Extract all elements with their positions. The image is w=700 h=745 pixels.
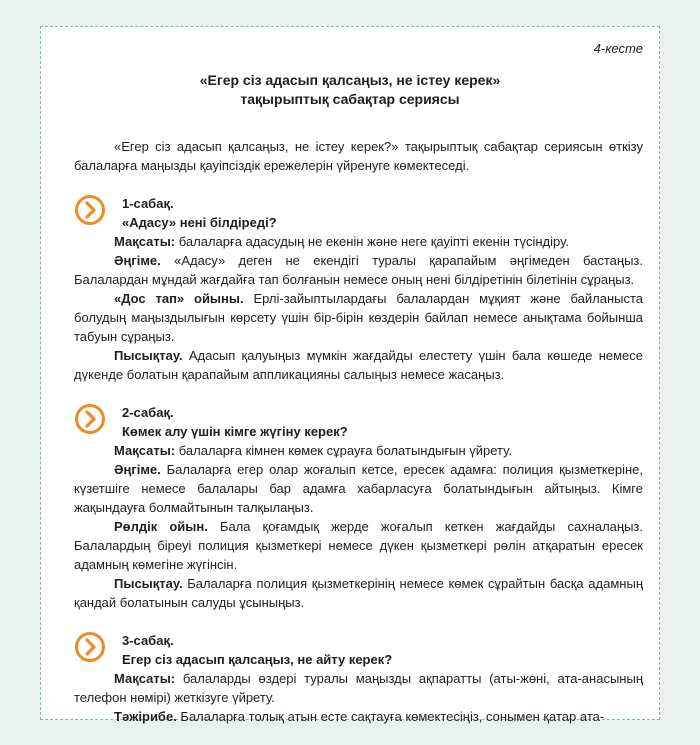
lesson-2 xyxy=(74,403,643,612)
lesson-paragraph xyxy=(74,517,643,574)
paragraph-label: Мақсаты: xyxy=(114,234,176,249)
table-frame xyxy=(40,26,660,724)
lesson-paragraph xyxy=(74,460,643,517)
paragraph-text: Адасып қалуыңыз мүмкін жағдайды елестету үшін бала көшеде немесе дүкенде болатын қарапайым аппликацияны салыңыз немесе жасаңыз. xyxy=(74,348,643,382)
lesson-number: 1-сабақ. xyxy=(122,196,174,211)
title-line-1: «Егер сіз адасып қалсаңыз, не істеу керек» xyxy=(199,72,501,88)
chevron-circle-right-icon xyxy=(74,631,106,663)
paragraph-text: балаларға кімнен көмек сұрауға болатындығын үйрету. xyxy=(175,443,512,458)
paragraph-label: Рөлдік ойын. xyxy=(114,519,208,534)
lesson-header xyxy=(74,194,643,232)
lesson-paragraph xyxy=(74,232,643,251)
lesson-1 xyxy=(74,194,643,384)
lesson-number: 2-сабақ. xyxy=(122,405,174,420)
lesson-paragraph xyxy=(74,441,643,460)
title-line-2: тақырыптық сабақтар сериясы xyxy=(240,91,460,107)
page-title xyxy=(41,71,659,109)
paragraph-text: Бала қоғамдық жерде жоғалып кеткен жағдайды сахналаңыз. Балалардың біреуі полиция қызметкері немесе дүкен қызметкері рөлін атқаратын ересек адамның көмегіне жүгінсін. xyxy=(74,519,643,572)
paragraph-text: Ерлі-зайыптылардағы балалардан мұқият және байланыста болудың маңыздылығын көрсету үшін бір-бірін көздерін байлап немесе анықтама бойынша табуын сұраңыз. xyxy=(74,291,644,344)
chevron-circle-right-icon xyxy=(74,403,106,435)
paragraph-text: балаларды өздері туралы маңызды ақпаратты (аты-жөні, ата-анасының телефон нөмірі) жеткізуге үйрету. xyxy=(74,671,643,705)
lesson-name: «Адасу» нені білдіреді? xyxy=(122,215,277,230)
paragraph-label: «Дос тап» ойыны. xyxy=(114,291,244,306)
paragraph-label: Мақсаты: xyxy=(114,671,176,686)
lesson-3 xyxy=(74,631,643,726)
lesson-paragraph xyxy=(74,669,643,707)
lesson-header xyxy=(74,403,643,441)
paragraph-text: балаларға адасудың не екенін және неге қауіпті екенін түсіндіру. xyxy=(175,234,569,249)
paragraph-text: Балаларға полиция қызметкерінің немесе көмек сұрайтын басқа адамның қандай болатынын салуды ұсыныңыз. xyxy=(74,576,643,610)
lesson-paragraph xyxy=(74,251,643,289)
paragraph-label: Әңгіме. xyxy=(114,462,161,477)
paragraph-text: Балаларға толық атын есте сақтауға көмектесіңіз, сонымен қатар ата- xyxy=(176,709,605,724)
paragraph-label: Мақсаты: xyxy=(114,443,176,458)
lesson-header xyxy=(74,631,643,669)
table-label: 4-кесте xyxy=(593,41,643,56)
paragraph-text: «Адасу» деген не екендігі туралы қарапайым әңгімеден бастаңыз. Балалардан мұндай жағдайға тап болғанын немесе оның нені білдіретінін білетінін сұраңыз. xyxy=(74,253,643,287)
lesson-number: 3-сабақ. xyxy=(122,633,174,648)
lesson-paragraph xyxy=(74,289,643,346)
lesson-paragraph xyxy=(74,574,643,612)
paragraph-label: Пысықтау. xyxy=(114,576,183,591)
lesson-name: Көмек алу үшін кімге жүгіну керек? xyxy=(122,424,348,439)
paragraph-label: Тәжірибе. xyxy=(114,709,177,724)
lesson-paragraph xyxy=(74,707,643,726)
paragraph-label: Пысықтау. xyxy=(114,348,183,363)
lesson-paragraph xyxy=(74,346,643,384)
paragraph-label: Әңгіме. xyxy=(114,253,161,268)
lesson-name: Егер сіз адасып қалсаңыз, не айту керек? xyxy=(122,652,393,667)
chevron-circle-right-icon xyxy=(74,194,106,226)
paragraph-text: Балаларға егер олар жоғалып кетсе, ересек адамға: полиция қызметкеріне, күзетшіге немесе балалары бар адамға хабарласуға болатындығын айтыңыз. Кімге жақындауға болмайтынын талқылаңыз. xyxy=(74,462,643,515)
intro-paragraph: «Егер сіз адасып қалсаңыз, не істеу керек?» тақырыптық сабақтар сериясын өткізу балаларға маңызды қауіпсіздік ережелерін үйренуге көмектеседі. xyxy=(74,139,643,173)
content xyxy=(74,137,643,745)
